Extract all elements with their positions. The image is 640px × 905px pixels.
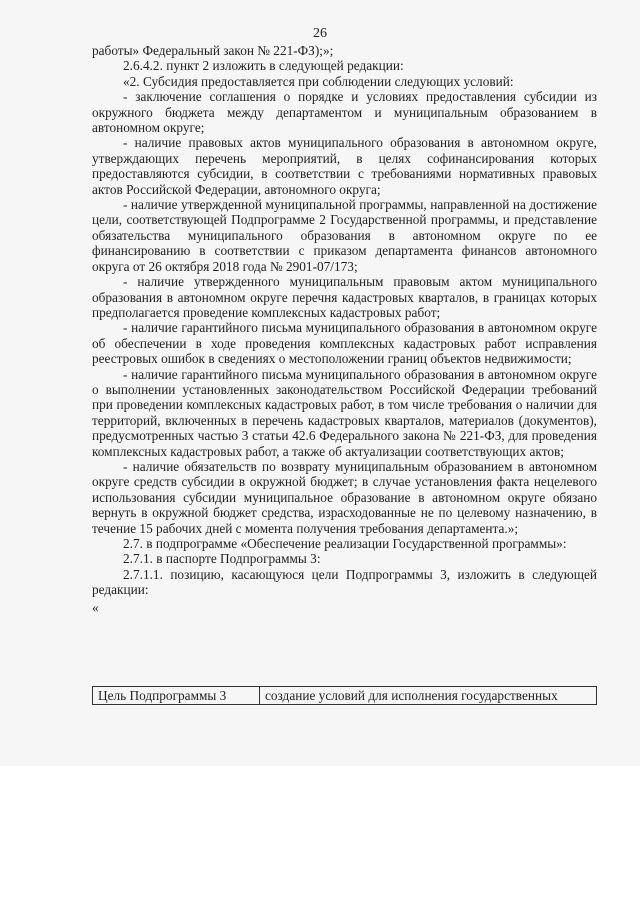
paragraph: - наличие утвержденной муниципальной программы, направленной на достижение цели, соответствующей Подпрограмме 2 Государственной программы, и представление обязательства муниципального образования в автономном округе по ее финансированию в соответствии с приказом департамента финансов автономного округа от 26 октября 2018 года № 2901-07/173; [92, 197, 597, 274]
page-number: 26 [313, 26, 327, 41]
paragraph: работы» Федеральный закон № 221-ФЗ);»; [92, 43, 334, 58]
paragraph: - наличие правовых актов муниципального образования в автономном округе, утверждающих перечень мероприятий, в целях софинансирования которых предоставляются субсидии, в соответствии с требованиями нормативных правовых актов Российской Федерации, автономного округа; [92, 135, 597, 197]
paragraph: 2.7.1. в паспорте Подпрограммы 3: [123, 551, 321, 567]
open-quote: « [92, 599, 99, 615]
paragraph: - наличие утвержденного муниципальным правовым актом муниципального образования в автономном округе перечня кадастровых кварталов, в границах которых предполагается проведение комплексных кадастровых работ; [92, 274, 597, 320]
page-bottom-margin [0, 766, 640, 905]
subprogram-goal-table [92, 686, 597, 705]
paragraph: 2.6.4.2. пункт 2 изложить в следующей редакции: [123, 58, 404, 74]
paragraph: - наличие гарантийного письма муниципального образования в автономном округе об обеспечении в ходе проведения комплексных кадастровых работ исправления реестровых ошибок в сведениях о местоположении границ объектов недвижимости; [92, 320, 597, 367]
paragraph: - заключение соглашения о порядке и условиях предоставления субсидии из окружного бюджета между департаментом и муниципальным образованием в автономном округе; [92, 89, 597, 136]
goal-value-cell: создание условий для исполнения государственных [260, 687, 597, 705]
table-row [93, 687, 597, 705]
goal-label-cell: Цель Подпрограммы 3 [93, 687, 260, 705]
paragraph: «2. Субсидия предоставляется при соблюдении следующих условий: [123, 73, 514, 89]
paragraph: 2.7.1.1. позицию, касающуюся цели Подпрограммы 3, изложить в следующей редакции: [92, 566, 597, 598]
paragraph: - наличие гарантийного письма муниципального образования в автономном округе о выполнении установленных законодательством Российской Федерации требований при проведении комплексных кадастровых работ, в том числе требования о наличии для территорий, включенных в перечень кадастровых кварталов, материалов (документов), предусмотренных частью 3 статьи 42.6 Федерального закона № 221-ФЗ, для проведения комплексных кадастровых работ, а также об актуализации соответствующих актов; [92, 366, 597, 459]
document-body [92, 43, 597, 615]
paragraph: 2.7. в подпрограмме «Обеспечение реализации Государственной программы»: [123, 536, 567, 551]
paragraph: - наличие обязательств по возврату муниципальным образованием в автономном округе средств субсидии в окружной бюджет; в случае установления факта нецелевого использования субсидии муниципальное образование в автономном округе обязано вернуть в окружной бюджет средства, израсходованные не по целевому назначению, в течение 15 рабочих дней с момента получения требования департамента.»; [92, 458, 597, 536]
